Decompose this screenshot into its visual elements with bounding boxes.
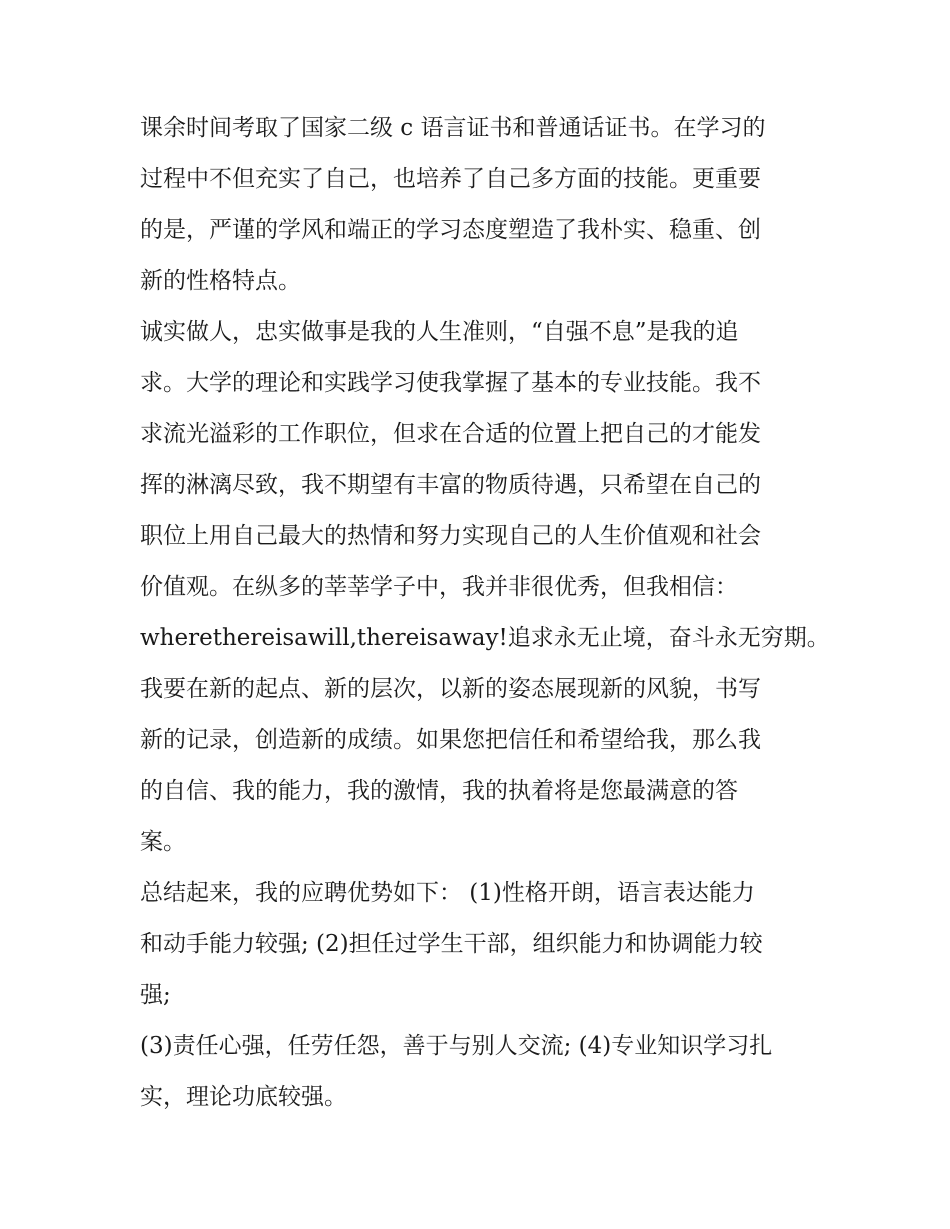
text-line: 课余时间考取了国家二级 c 语言证书和普通话证书。在学习的 [140, 115, 766, 141]
text-line: 强; [140, 982, 171, 1008]
text-line: 和动手能力较强; (2)担任过学生干部，组织能力和协调能力较 [140, 931, 763, 957]
text-line: wherethereisawill,thereisaway!追求永无止境，奋斗永无穷期。 [140, 625, 830, 651]
document-body [140, 103, 830, 1123]
text-line: 案。 [140, 829, 186, 855]
text-line: 总结起来，我的应聘优势如下： (1)性格开朗，语言表达能力 [140, 880, 755, 906]
text-line: 过程中不但充实了自己，也培养了自己多方面的技能。更重要 [140, 166, 761, 192]
text-line: 的是，严谨的学风和端正的学习态度塑造了我朴实、稳重、创 [140, 217, 761, 243]
text-line: 价值观。在纵多的莘莘学子中，我并非很优秀，但我相信： [140, 574, 738, 600]
text-line: (3)责任心强，任劳任怨，善于与别人交流; (4)专业知识学习扎 [140, 1033, 773, 1059]
text-line: 新的性格特点。 [140, 268, 301, 294]
text-line: 实，理论功底较强。 [140, 1084, 347, 1110]
text-line: 的自信、我的能力，我的激情，我的执着将是您最满意的答 [140, 778, 738, 804]
text-line: 诚实做人，忠实做事是我的人生准则，“自强不息”是我的追 [140, 319, 739, 345]
text-line: 新的记录，创造新的成绩。如果您把信任和希望给我，那么我 [140, 727, 761, 753]
text-line: 求流光溢彩的工作职位，但求在合适的位置上把自己的才能发 [140, 421, 761, 447]
text-line: 职位上用自己最大的热情和努力实现自己的人生价值观和社会 [140, 523, 761, 549]
text-line: 求。大学的理论和实践学习使我掌握了基本的专业技能。我不 [140, 370, 761, 396]
text-line: 我要在新的起点、新的层次，以新的姿态展现新的风貌，书写 [140, 676, 761, 702]
text-line: 挥的淋漓尽致，我不期望有丰富的物质待遇，只希望在自己的 [140, 472, 761, 498]
